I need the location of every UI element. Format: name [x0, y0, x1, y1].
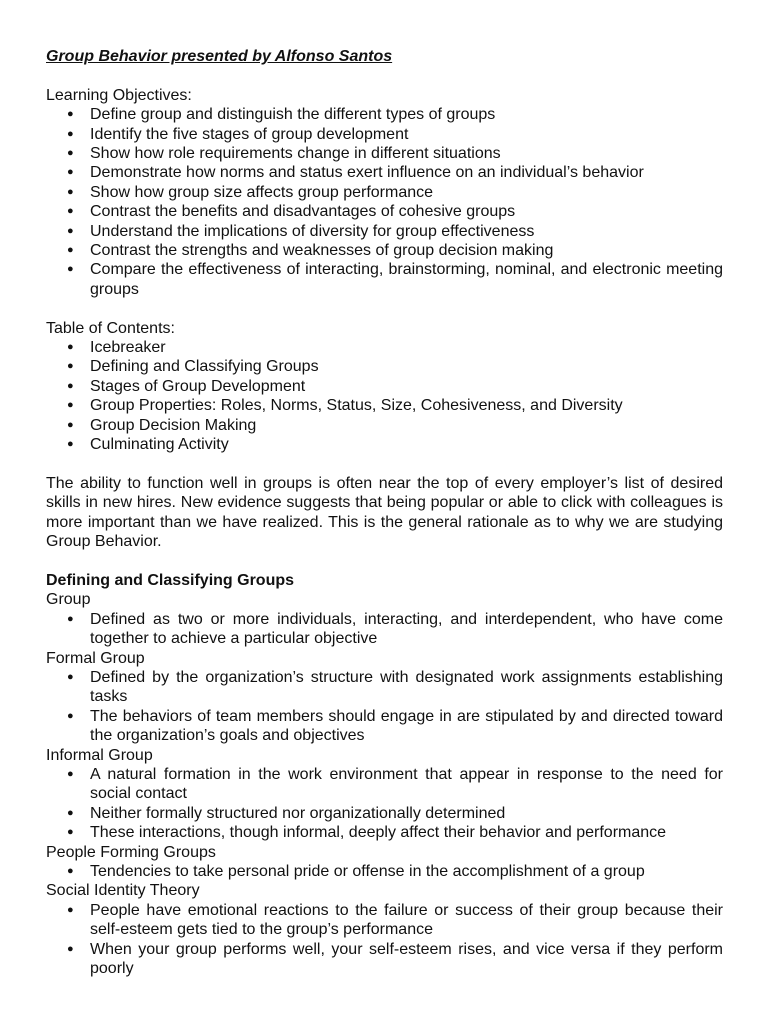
list-item: ● Contrast the strengths and weaknesses of group decision making — [46, 241, 723, 260]
subsection-list — [46, 765, 723, 843]
list-item: ● Show how group size affects group performance — [46, 183, 723, 202]
list-item: ● People have emotional reactions to the failure or success of their group because their self-esteem gets tied to the group’s performance — [46, 901, 723, 940]
spacer — [46, 299, 723, 318]
list-item: ● Tendencies to take personal pride or offense in the accomplishment of a group — [46, 862, 723, 881]
spacer — [46, 552, 723, 571]
list-item: ● Demonstrate how norms and status exert influence on an individual’s behavior — [46, 163, 723, 182]
list-item: ● Neither formally structured nor organizationally determined — [46, 804, 723, 823]
list-item: ● The behaviors of team members should engage in are stipulated by and directed toward the organization’s goals and objectives — [46, 707, 723, 746]
list-item: ● These interactions, though informal, deeply affect their behavior and performance — [46, 823, 723, 842]
list-item: ● Defining and Classifying Groups — [46, 357, 723, 376]
document-page — [46, 47, 723, 978]
list-item: ● Icebreaker — [46, 338, 723, 357]
intro-paragraph: The ability to function well in groups is often near the top of every employer’s list of desired skills in new hires. New evidence suggests that being popular or able to click with colleagues is more important than we have realized. This is the general rationale as to why we are studying Group Behavior. — [46, 474, 723, 551]
list-item: ● Show how role requirements change in different situations — [46, 144, 723, 163]
list-item: ● Defined by the organization’s structure with designated work assignments establishing tasks — [46, 668, 723, 707]
list-item: ● Culminating Activity — [46, 435, 723, 454]
subsection-list — [46, 610, 723, 649]
list-item: ● Stages of Group Development — [46, 377, 723, 396]
learning-objectives-label: Learning Objectives: — [46, 86, 192, 104]
list-item: ● Group Decision Making — [46, 416, 723, 435]
subsection-list — [46, 668, 723, 746]
subsection-list — [46, 862, 723, 881]
subsection-label: People Forming Groups — [46, 843, 216, 861]
list-item: ● Group Properties: Roles, Norms, Status, Size, Cohesiveness, and Diversity — [46, 396, 723, 415]
list-item: ● A natural formation in the work environment that appear in response to the need for social contact — [46, 765, 723, 804]
list-item: ● Defined as two or more individuals, interacting, and interdependent, who have come together to achieve a particular objective — [46, 610, 723, 649]
spacer — [46, 455, 723, 474]
subsection-label: Social Identity Theory — [46, 882, 200, 900]
list-item: ● Understand the implications of diversity for group effectiveness — [46, 222, 723, 241]
subsection-label: Formal Group — [46, 649, 145, 667]
subsection-label: Informal Group — [46, 746, 153, 764]
toc-label: Table of Contents: — [46, 319, 175, 337]
toc-list — [46, 338, 723, 454]
list-item: ● Contrast the benefits and disadvantages of cohesive groups — [46, 202, 723, 221]
subsection-list — [46, 901, 723, 979]
list-item: ● Compare the effectiveness of interacting, brainstorming, nominal, and electronic meeting groups — [46, 260, 723, 299]
learning-objectives-list — [46, 105, 723, 299]
list-item: ● Define group and distinguish the different types of groups — [46, 105, 723, 124]
subsection-label: Group — [46, 591, 91, 609]
list-item: ● Identify the five stages of group development — [46, 125, 723, 144]
section-heading: Defining and Classifying Groups — [46, 571, 295, 589]
list-item: ● When your group performs well, your self-esteem rises, and vice versa if they perform poorly — [46, 940, 723, 979]
document-title: Group Behavior presented by Alfonso Santos — [46, 48, 393, 65]
